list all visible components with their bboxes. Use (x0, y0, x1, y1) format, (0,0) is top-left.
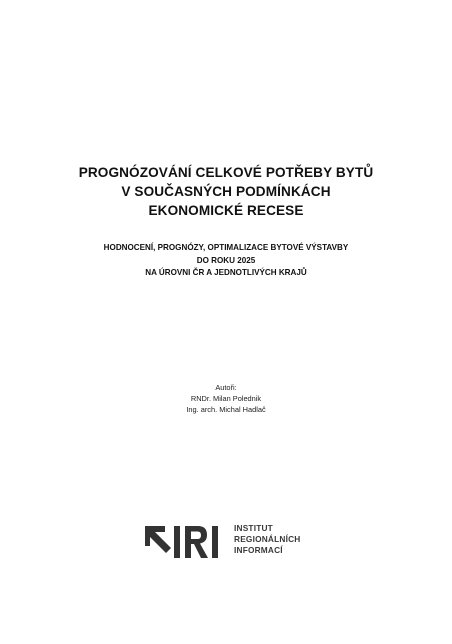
author-name-2: Ing. arch. Michal Hadlač (186, 405, 266, 414)
logo-text-line-2: REGIONÁLNÍCH (234, 534, 301, 544)
document-title (0, 163, 452, 220)
subtitle-line-3: NA ÚROVNI ČR A JEDNOTLIVÝCH KRAJŮ (145, 268, 307, 277)
iri-logo-text (234, 523, 324, 556)
author-name-1: RNDr. Milan Polednik (190, 394, 262, 403)
document-subtitle (0, 242, 452, 280)
title-line-3: EKONOMICKÉ RECESE (148, 203, 304, 218)
subtitle-line-1: HODNOCENÍ, PROGNÓZY, OPTIMALIZACE BYTOVÉ VÝSTAVBY (103, 243, 349, 252)
subtitle-line-2: DO ROKU 2025 (196, 255, 256, 265)
title-line-2: V SOUČASNÝCH PODMÍNKÁCH (121, 184, 331, 199)
title-line-1: PROGNÓZOVÁNÍ CELKOVÉ POTŘEBY BYTŮ (78, 165, 374, 180)
authors (0, 382, 452, 415)
logo-text-line-3: INFORMACÍ (234, 545, 283, 555)
logo-text-line-1: INSTITUT (234, 523, 273, 533)
iri-logo (143, 520, 313, 564)
arrow-icon (145, 526, 171, 553)
authors-label: Autoři: (215, 383, 237, 392)
iri-logo-mark (143, 524, 227, 560)
